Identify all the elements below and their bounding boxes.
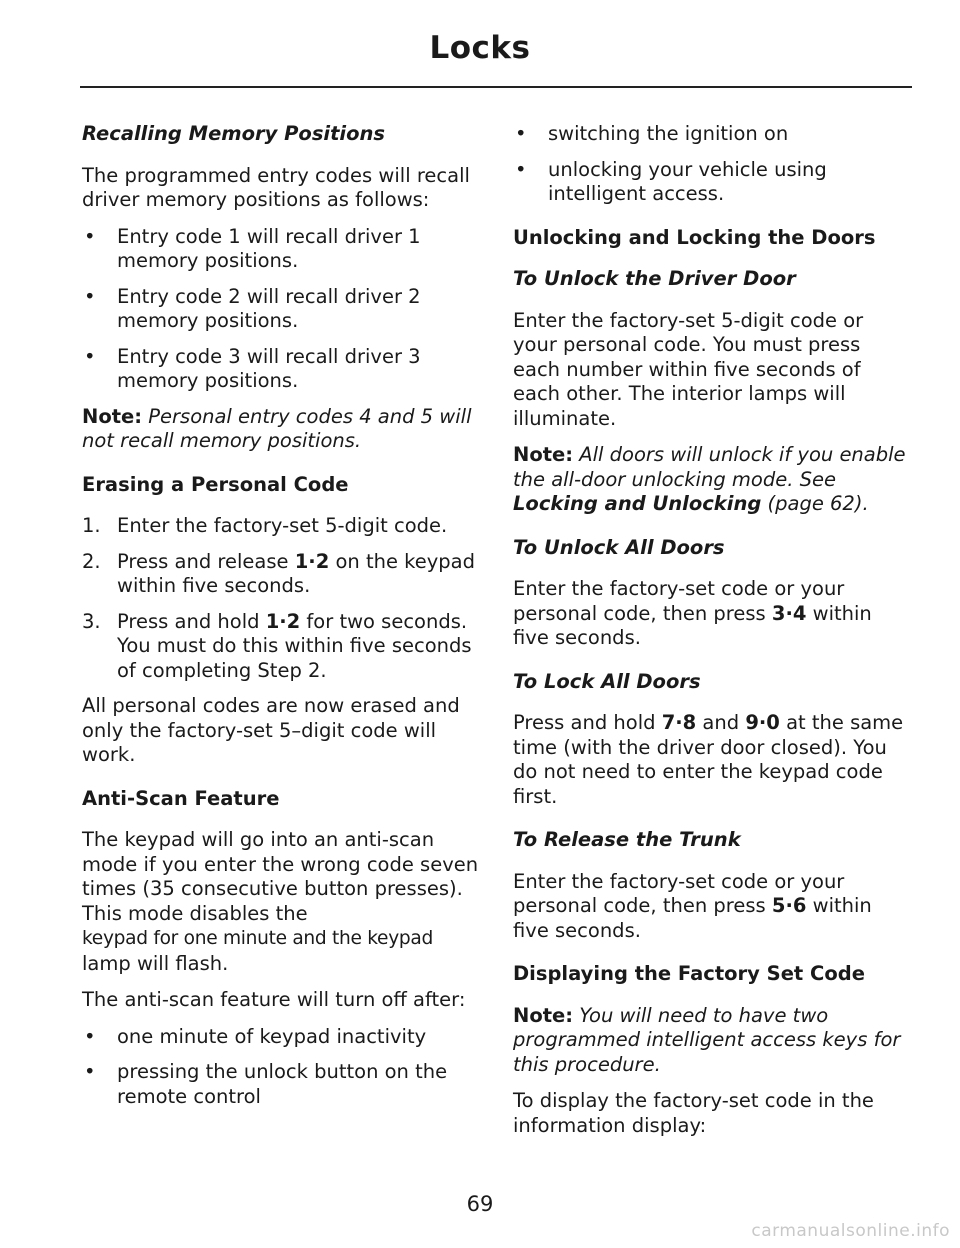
keypad-key: 1·2 bbox=[294, 549, 330, 573]
step-item: 3. Press and hold 1·2 for two seconds. You must do this within five seconds of completing Step 2. bbox=[82, 609, 472, 682]
unlock-lock-heading: Unlocking and Locking the Doors bbox=[513, 225, 876, 249]
driver-door-heading: To Unlock the Driver Door bbox=[513, 267, 796, 290]
unlock-all-heading: To Unlock All Doors bbox=[513, 535, 725, 559]
keypad-key: 5·6 bbox=[771, 894, 807, 917]
watermark: carmanualsonline.info bbox=[751, 1221, 950, 1241]
page-number: 69 bbox=[466, 1192, 494, 1216]
bullet-icon: • bbox=[84, 1060, 96, 1083]
note-keys: Note: You will need to have two programmed intelligent access keys for this procedure. bbox=[513, 1003, 901, 1076]
bullet-icon: • bbox=[84, 344, 96, 368]
trunk-text: Enter the factory-set code or your personal code, then press 5·6 within five seconds. bbox=[513, 869, 872, 942]
list-item: • unlocking your vehicle using intelligent access. bbox=[515, 157, 827, 205]
recall-intro: The programmed entry codes will recall driver memory positions as follows: bbox=[82, 163, 470, 211]
step-item: 1. Enter the factory-set 5-digit code. bbox=[82, 514, 448, 537]
keypad-key: 7·8 bbox=[661, 711, 697, 734]
display-code-text: To display the factory-set code in the information display: bbox=[513, 1089, 874, 1137]
cross-reference-link[interactable]: Locking and Unlocking bbox=[513, 492, 762, 515]
erase-heading: Erasing a Personal Code bbox=[82, 472, 349, 496]
page-header bbox=[0, 30, 960, 66]
bullet-icon: • bbox=[84, 1024, 96, 1048]
list-item: • pressing the unlock button on the remote control bbox=[84, 1060, 448, 1108]
bullet-icon: • bbox=[515, 122, 527, 145]
note-all-door: Note: All doors will unlock if you enable the all-door unlocking mode. See Locking and Unlocking (page 62). bbox=[513, 443, 906, 515]
step-item: 2. Press and release 1·2 on the keypad within five seconds. bbox=[82, 549, 475, 597]
antiscan-heading: Anti-Scan Feature bbox=[82, 786, 280, 810]
antiscan-paragraph: The keypad will go into an anti-scan mode if you enter the wrong code seven times (35 consecutive button presses). This mode disables the keypad for one minute and the keypad lamp will flash. bbox=[82, 828, 479, 975]
keypad-key: 1·2 bbox=[265, 609, 301, 633]
bullet-icon: • bbox=[84, 224, 96, 248]
erase-result: All personal codes are now erased and only the factory-set 5–digit code will work. bbox=[82, 694, 460, 766]
header-rule bbox=[80, 86, 912, 88]
bullet-icon: • bbox=[515, 157, 527, 181]
list-item: • Entry code 1 will recall driver 1 memory positions. bbox=[84, 224, 421, 272]
lock-all-text: Press and hold 7·8 and 9·0 at the same time (with the driver door closed). You do not need to enter the keypad code first. bbox=[513, 711, 904, 808]
left-column bbox=[82, 122, 482, 1120]
page-title: Locks bbox=[429, 30, 531, 66]
list-item: • one minute of keypad inactivity bbox=[84, 1024, 427, 1048]
list-item: • Entry code 3 will recall driver 3 memory positions. bbox=[84, 344, 421, 392]
list-item: • Entry code 2 will recall driver 2 memory positions. bbox=[84, 284, 421, 332]
keypad-key: 9·0 bbox=[745, 711, 780, 734]
recall-heading: Recalling Memory Positions bbox=[82, 122, 386, 145]
keypad-key: 3·4 bbox=[771, 601, 807, 625]
lock-all-heading: To Lock All Doors bbox=[513, 669, 701, 693]
antiscan-off-intro: The anti-scan feature will turn off after: bbox=[82, 988, 466, 1011]
unlock-all-text: Enter the factory-set code or your personal code, then press 3·4 within five seconds. bbox=[513, 577, 872, 649]
trunk-heading: To Release the Trunk bbox=[513, 828, 741, 851]
display-code-heading: Displaying the Factory Set Code bbox=[513, 962, 865, 985]
driver-door-text: Enter the factory-set 5-digit code or your personal code. You must press each number within five seconds of each other. The interior lamps will illuminate. bbox=[513, 308, 864, 430]
right-column bbox=[513, 122, 913, 1150]
note-memory: Note: Personal entry codes 4 and 5 will not recall memory positions. bbox=[82, 404, 472, 452]
bullet-icon: • bbox=[84, 284, 96, 308]
list-item: • switching the ignition on bbox=[515, 122, 789, 145]
